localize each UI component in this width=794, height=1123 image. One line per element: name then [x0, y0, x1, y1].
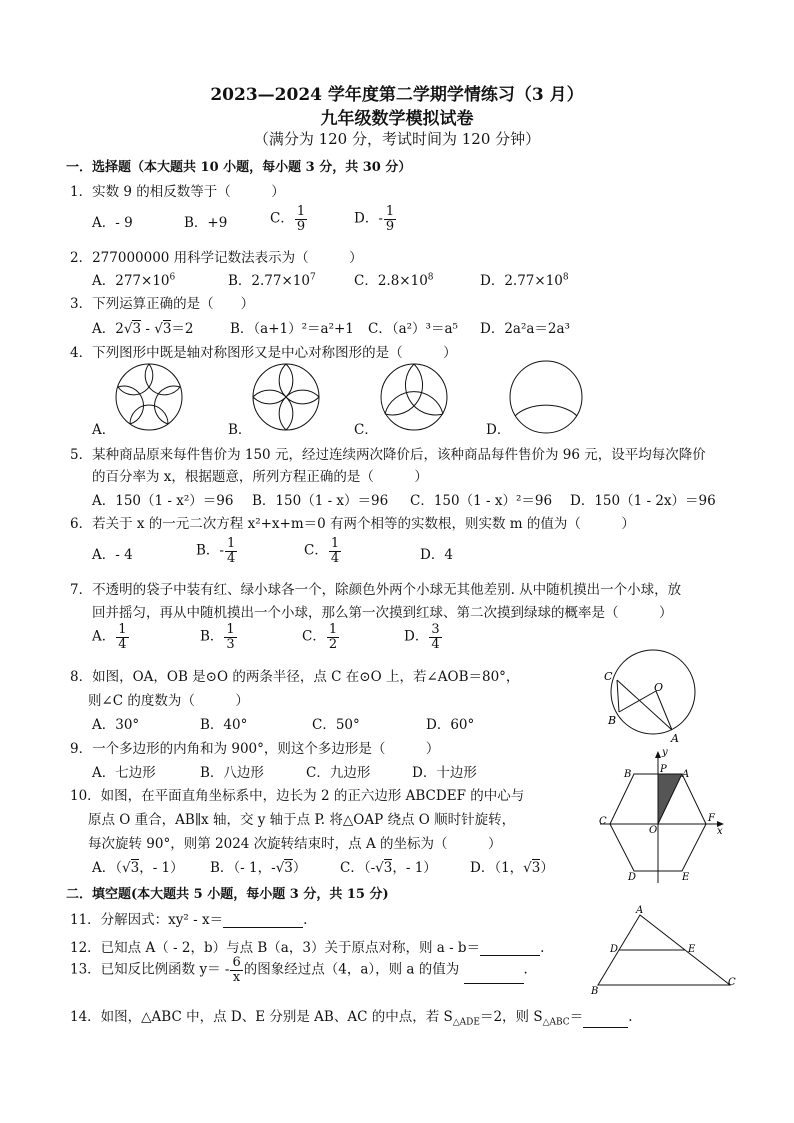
- q14-stem: 14．如图，△ABC 中，点 D、E 分别是 AB、AC 的中点，若 S: [70, 1009, 453, 1025]
- q2-c-exp: 8: [427, 272, 434, 283]
- q1-option-c-label: C．: [270, 210, 294, 227]
- q4-figure-a: [116, 364, 182, 430]
- q10-a-post: ，- 1）: [139, 860, 184, 876]
- q12-stem: 12．已知点 A（ - 2，b）与点 B（a，3）关于原点对称，则 a - b＝: [70, 940, 481, 956]
- q7-c-denominator: 2: [328, 636, 338, 652]
- q14-label-b: B: [591, 986, 599, 995]
- q7-option-c: [302, 623, 340, 651]
- q10-b-radicand: 3: [284, 860, 293, 876]
- exam-title: 2023—2024 学年度第二学期学情练习（3 月）: [210, 85, 584, 105]
- question-8-line-1: 8．如图，OA，OB 是⊙O 的两条半径，点 C 在⊙O 上，若∠AOB＝80°，: [70, 669, 520, 685]
- question-8-line-2: 则∠C 的度数为（ ）: [88, 693, 249, 709]
- section-2-title: 二．填空题(本大题共 5 小题，每小题 3 分，共 15 分): [66, 887, 389, 902]
- q8-option-b: B．40°: [200, 717, 248, 733]
- q9-option-b: B．八边形: [200, 765, 264, 781]
- q12-answer-blank[interactable]: [480, 941, 540, 956]
- q14-label-a: A: [636, 905, 644, 916]
- q4-figure-b: [253, 364, 319, 430]
- q6-option-c: [304, 537, 342, 565]
- q7-option-d: [404, 623, 443, 651]
- question-5-line-2: 的百分率为 x，根据题意，所列方程正确的是（ ）: [92, 469, 428, 485]
- q13-pre: 13．已知反比例函数 y＝ -: [70, 961, 230, 978]
- q1-option-d-label: D．-: [354, 210, 383, 227]
- q1-option-b: B．+9: [184, 215, 228, 231]
- exam-note: （满分为 120 分，考试时间为 120 分钟）: [253, 130, 541, 148]
- q8-label-c: C: [604, 670, 613, 683]
- question-9: 9．一个多边形的内角和为 900°，则这个多边形是（ ）: [70, 741, 440, 757]
- question-13: [70, 956, 528, 984]
- q10-y-arrow: [655, 751, 661, 758]
- q8-segment-bo: [619, 691, 656, 712]
- q13-denominator: x: [232, 969, 241, 985]
- question-12: [70, 936, 544, 956]
- q3-a-post: ＝2: [171, 321, 194, 337]
- q13-post: 的图象经过点（4，a），则 a 的值为: [243, 961, 464, 978]
- q2-b-exp: 7: [309, 272, 316, 283]
- q8-label-a: A: [671, 732, 679, 745]
- q13-answer-blank[interactable]: [464, 969, 524, 984]
- q14-mid: ＝2，则 S: [479, 1009, 543, 1025]
- q10-label-b: B: [624, 769, 632, 780]
- q6-option-d: D．4: [420, 547, 453, 563]
- q4-option-d: D．: [486, 422, 511, 438]
- q6-option-a: A．- 4: [92, 547, 133, 563]
- q7-option-a-label: A．: [92, 628, 116, 645]
- question-6: 6．若关于 x 的一元二次方程 x²+x+m＝0 有两个相等的实数根，则实数 m 的值为（ ）: [70, 516, 635, 532]
- q9-option-d: D．十边形: [412, 765, 477, 781]
- question-5-line-1: 5．某种商品原来每件售价为 150 元，经过连续两次降价后，该种商品每件售价为 96 元，设平均每次降价: [70, 447, 706, 463]
- q2-a-base: A．277×10: [92, 273, 170, 289]
- q4-figure-d: [510, 361, 582, 433]
- q7-option-b-label: B．: [200, 628, 224, 645]
- q10-c-post: ，- 1）: [392, 860, 437, 876]
- q2-c-base: C．2.8×10: [354, 273, 428, 289]
- q1-option-c: [270, 205, 308, 233]
- q5-option-a: A．150（1 - x²）＝96: [92, 493, 234, 509]
- q7-a-denominator: 4: [118, 636, 127, 652]
- q3-a-pre: A．2: [92, 321, 124, 337]
- q3-a-mid: -: [141, 321, 155, 337]
- q2-option-b: [228, 269, 316, 289]
- q10-triangle-oap: [658, 774, 682, 824]
- q6-c-numerator: 1: [330, 536, 340, 551]
- q5-option-d: D．150（1 - 2x）＝96: [570, 493, 716, 509]
- q14-post: ＝: [569, 1009, 584, 1025]
- q4-option-b: B．: [228, 422, 252, 438]
- q12-end: .: [540, 940, 545, 956]
- q1-option-a: A．- 9: [92, 215, 133, 231]
- q4-option-c: C．: [354, 422, 378, 438]
- q3-option-a: A．2√3 - √3＝2: [92, 321, 194, 337]
- q2-d-base: D．2.77×10: [480, 273, 563, 289]
- q10-d-post: ）: [540, 860, 554, 876]
- question-3: 3．下列运算正确的是（ ）: [70, 296, 255, 312]
- question-10-line-1: 10．如图，在平面直角坐标系中，边长为 2 的正六边形 ABCDEF 的中心与: [70, 788, 525, 804]
- q3-option-b: B．（a+1）²＝a²+1: [230, 321, 354, 337]
- question-7-line-2: 回并摇匀，再从中随机摸出一个小球，那么第一次摸到红球、第二次摸到绿球的概率是（ ）: [92, 605, 673, 621]
- q10-label-x: x: [717, 826, 723, 837]
- q6-option-b: [196, 537, 238, 565]
- q10-a-pre: A．（: [92, 860, 122, 876]
- q14-label-e: E: [688, 944, 696, 955]
- q14-answer-blank[interactable]: [583, 1013, 628, 1028]
- q10-label-e: E: [682, 872, 690, 883]
- q10-c-pre: C．（-: [340, 860, 376, 876]
- q10-label-d: D: [628, 872, 637, 883]
- q1-c-numerator: 1: [296, 204, 306, 219]
- q2-d-exp: 8: [562, 272, 569, 283]
- exam-subtitle: 九年级数学模拟试卷: [320, 109, 474, 129]
- q9-option-c: C．九边形: [306, 765, 371, 781]
- q2-option-d: [480, 269, 569, 289]
- q10-option-a: A．（√3，- 1）: [92, 860, 184, 876]
- q1-c-denominator: 9: [296, 218, 306, 234]
- q10-option-c: C．（-√3，- 1）: [340, 860, 437, 876]
- q5-option-b: B．150（1 - x）＝96: [252, 493, 389, 509]
- section-1-title: 一．选择题（本大题共 10 小题，每小题 3 分，共 30 分）: [66, 160, 412, 175]
- q10-c-radicand: 3: [383, 860, 393, 876]
- q8-circle: [611, 650, 695, 734]
- question-14: [70, 1005, 632, 1028]
- q8-segment-ca: [617, 680, 672, 730]
- q6-b-numerator: 1: [226, 536, 236, 551]
- q10-d-pre: D．（1，: [470, 860, 524, 876]
- q3-option-c: C．（a²）³＝a⁵: [368, 321, 458, 337]
- q8-figure: [598, 645, 718, 745]
- q1-d-denominator: 9: [385, 218, 395, 234]
- q7-b-numerator: 1: [226, 622, 235, 637]
- question-10-line-2: 原点 O 重合，AB∥x 轴，交 y 轴于点 P. 将△OAP 绕点 O 顺时针旋转，: [88, 812, 516, 828]
- q6-option-b-label: B．-: [196, 542, 224, 559]
- q1-d-numerator: 1: [385, 204, 395, 219]
- q10-label-a: A: [682, 769, 690, 780]
- q8-label-b: B: [608, 714, 617, 727]
- q7-option-d-label: D．: [404, 628, 429, 645]
- q11-stem: 11．分解因式：xy² - x＝: [70, 912, 224, 928]
- q10-label-y: y: [662, 747, 668, 758]
- q11-end: .: [303, 912, 308, 928]
- q2-a-exp: 6: [169, 272, 176, 283]
- q3-option-d: D．2a²a＝2a³: [480, 321, 570, 337]
- q3-a-radicand-2: 3: [162, 321, 172, 337]
- q5-option-c: C．150（1 - x）²＝96: [410, 493, 553, 509]
- q10-b-post: ）: [292, 860, 307, 876]
- q8-option-a: A．30°: [92, 717, 140, 733]
- q10-d-radicand: 3: [531, 860, 541, 876]
- question-7-line-1: 7．不透明的袋子中装有红、绿小球各一个，除颜色外两个小球无其他差别. 从中随机摸出一个小球，放: [70, 582, 682, 598]
- q4-option-a: A．: [92, 422, 116, 438]
- q14-sub-2: △ABC: [542, 1017, 570, 1028]
- q7-option-c-label: C．: [302, 628, 326, 645]
- q10-option-d: D．（1，√3）: [470, 860, 554, 876]
- q8-option-c: C．50°: [312, 717, 360, 733]
- q14-end: .: [628, 1009, 633, 1025]
- q13-end: .: [523, 961, 528, 978]
- question-10-line-3: 每次旋转 90°，则第 2024 次旋转结束时，点 A 的坐标为（ ）: [88, 836, 502, 852]
- q10-a-radicand: 3: [130, 860, 140, 876]
- q10-option-b: B．（- 1，-√3）: [210, 860, 307, 876]
- q6-option-c-label: C．: [304, 542, 328, 559]
- q2-option-a: [92, 269, 175, 289]
- q4-figure-c: [381, 364, 447, 430]
- q9-option-a: A．七边形: [92, 765, 156, 781]
- q7-option-a: [92, 623, 130, 651]
- q2-b-base: B．2.77×10: [228, 273, 310, 289]
- q14-label-d: D: [610, 944, 619, 955]
- question-1: 1．实数 9 的相反数等于（ ）: [70, 184, 285, 200]
- q11-answer-blank[interactable]: [223, 913, 303, 928]
- q10-label-c: C: [599, 816, 607, 827]
- q7-d-numerator: 3: [431, 622, 440, 637]
- q14-sub-1: △ADE: [452, 1017, 480, 1028]
- q10-label-o: O: [649, 825, 658, 836]
- q10-b-pre: B．（- 1，-: [210, 860, 276, 876]
- q7-a-numerator: 1: [118, 622, 127, 637]
- q10-label-f: F: [708, 813, 715, 824]
- q6-c-denominator: 4: [330, 550, 340, 566]
- q1-option-d: [354, 205, 397, 233]
- q10-figure: [590, 747, 730, 887]
- q7-d-denominator: 4: [431, 636, 440, 652]
- q14-figure: [588, 903, 738, 995]
- q7-b-denominator: 3: [226, 636, 235, 652]
- q13-numerator: 6: [232, 955, 241, 970]
- q7-c-numerator: 1: [328, 622, 338, 637]
- q8-option-d: D．60°: [426, 717, 475, 733]
- question-4: 4．下列图形中既是轴对称图形又是中心对称图形的是（ ）: [70, 345, 457, 361]
- q8-label-o: O: [654, 681, 664, 694]
- question-2: 2．277000000 用科学记数法表示为（ ）: [70, 250, 363, 266]
- q10-label-p: P: [660, 764, 667, 775]
- q6-b-denominator: 4: [226, 550, 236, 566]
- q7-option-b: [200, 623, 238, 651]
- q8-segment-oa: [656, 691, 672, 730]
- q8-segment-cb: [617, 680, 619, 712]
- question-11: [70, 908, 307, 928]
- q3-a-radicand-1: 3: [132, 321, 142, 337]
- q2-option-c: [354, 269, 434, 289]
- q14-label-c: C: [728, 977, 736, 988]
